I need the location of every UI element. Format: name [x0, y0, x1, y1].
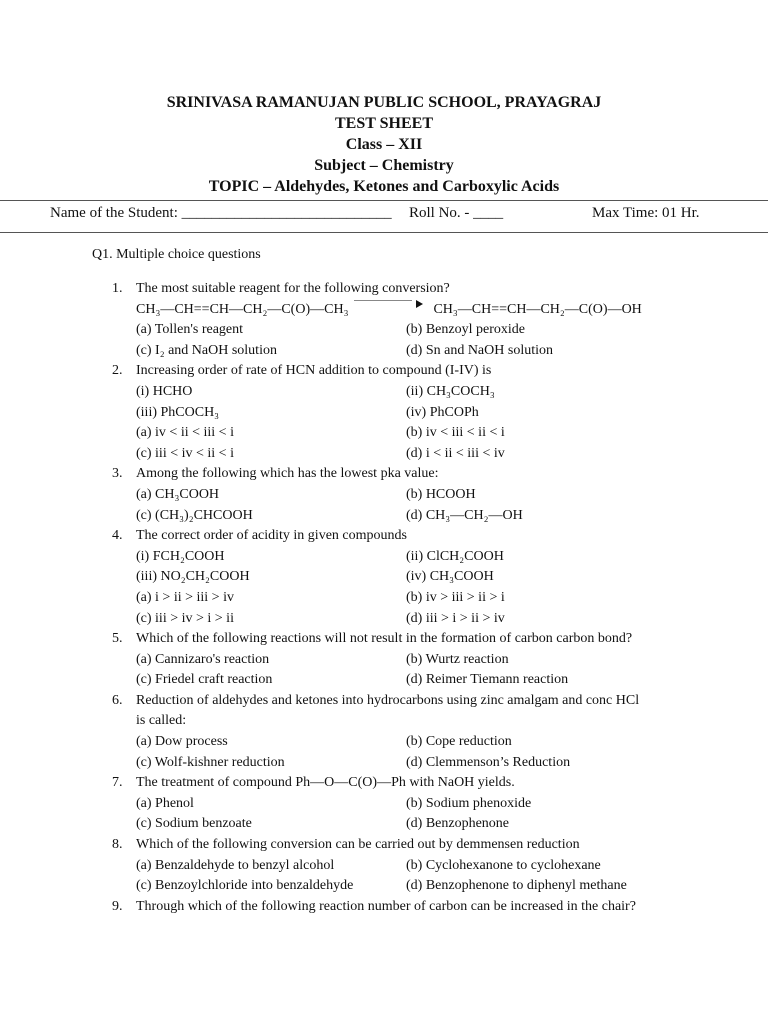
option-right: (b) iv > iii > ii > i	[406, 589, 505, 605]
max-time-label: Max Time: 01 Hr.	[592, 205, 700, 221]
option-right: (iv) PhCOPh	[406, 404, 479, 420]
option-row	[112, 444, 712, 465]
option-left: (iii) NO₂CH₂COOH	[136, 569, 250, 585]
question-number: 9.	[112, 898, 123, 914]
option-right: (ii) ClCH₂COOH	[406, 548, 504, 564]
option-row	[112, 876, 712, 897]
option-left: (c) Sodium benzoate	[136, 816, 252, 832]
question-number: 4.	[112, 528, 123, 544]
question-text-continued	[112, 711, 712, 732]
option-right: (d) Benzophenone	[406, 816, 510, 832]
question-row	[112, 464, 712, 485]
option-right: (b) Benzoyl peroxide	[406, 322, 525, 338]
option-left: (a) Phenol	[136, 795, 194, 811]
question-row	[112, 691, 712, 712]
question-number: 3.	[112, 466, 123, 482]
option-left: (c) (CH₃)₂CHCOOH	[136, 507, 253, 523]
question-text: Increasing order of rate of HCN addition to compound (I-IV) is	[136, 363, 492, 379]
option-left: (a) Dow process	[136, 734, 228, 750]
question-row	[112, 279, 712, 300]
option-row	[112, 341, 712, 362]
question-text: Which of the following reactions will not result in the formation of carbon carbon bond?	[136, 631, 633, 647]
header-divider-bottom	[0, 232, 768, 233]
question-text: Through which of the following reaction number of carbon can be increased in the chair?	[136, 898, 636, 914]
question-text: Among the following which has the lowest pka value:	[136, 466, 439, 482]
question-text: The treatment of compound Ph—O—C(O)—Ph with NaOH yields.	[136, 775, 515, 791]
option-left: (a) Cannizaro's reaction	[136, 651, 270, 667]
option-left: (i) HCHO	[136, 383, 193, 399]
option-row	[112, 670, 712, 691]
option-right: (b) Cope reduction	[406, 734, 512, 750]
option-left: (iii) PhCOCH₃	[136, 404, 220, 420]
option-left: (a) Benzaldehyde to benzyl alcohol	[136, 857, 335, 873]
reactant-formula: CH₃—CH==CH—CH₂—C(O)—CH₃	[136, 301, 349, 317]
option-right: (d) Sn and NaOH solution	[406, 342, 553, 358]
arrow-right-icon	[416, 300, 423, 308]
class-label: Class – XII	[345, 136, 423, 153]
option-right: (b) Wurtz reaction	[406, 651, 509, 667]
option-left: (a) iv < ii < iii < i	[136, 425, 234, 441]
option-row	[112, 567, 712, 588]
question-row	[112, 629, 712, 650]
reaction-row	[112, 300, 712, 321]
option-row	[112, 609, 712, 630]
subject-label: Subject – Chemistry	[314, 157, 454, 174]
question-row	[112, 361, 712, 382]
question-row	[112, 897, 712, 918]
student-name-field: Name of the Student: ____________________________	[50, 205, 392, 221]
question-row	[112, 835, 712, 856]
question-number: 8.	[112, 837, 123, 853]
option-right: (b) Sodium phenoxide	[406, 795, 532, 811]
option-row	[112, 506, 712, 527]
question-list	[112, 279, 712, 917]
option-right: (d) Benzophenone to diphenyl methane	[406, 878, 627, 894]
option-right: (ii) CH₃COCH₃	[406, 383, 495, 399]
header-divider-top	[0, 200, 768, 201]
option-row	[112, 753, 712, 774]
question-row	[112, 526, 712, 547]
option-row	[112, 382, 712, 403]
option-left: (a) Tollen's reagent	[136, 322, 244, 338]
option-left: (c) I₂ and NaOH solution	[136, 342, 277, 358]
option-row	[112, 650, 712, 671]
option-right: (b) HCOOH	[406, 486, 476, 502]
topic-label: TOPIC – Aldehydes, Ketones and Carboxylic Acids	[208, 178, 560, 195]
option-right: (iv) CH₃COOH	[406, 569, 494, 585]
school-name: SRINIVASA RAMANUJAN PUBLIC SCHOOL, PRAYAGRAJ	[166, 94, 602, 111]
question-number: 2.	[112, 363, 123, 379]
option-left: (c) Benzoylchloride into benzaldehyde	[136, 878, 354, 894]
question-row	[112, 773, 712, 794]
option-row	[112, 485, 712, 506]
option-row	[112, 856, 712, 877]
question-text: The correct order of acidity in given compounds	[136, 528, 407, 544]
question-number: 7.	[112, 775, 123, 791]
option-left: (c) Wolf-kishner reduction	[136, 754, 285, 770]
option-left: (c) Friedel craft reaction	[136, 672, 273, 688]
option-right: (d) i < ii < iii < iv	[406, 445, 505, 461]
question-text: is called:	[136, 713, 187, 729]
option-row	[112, 547, 712, 568]
option-left: (a) CH₃COOH	[136, 486, 220, 502]
option-row	[112, 588, 712, 609]
option-row	[112, 403, 712, 424]
option-right: (d) iii > i > ii > iv	[406, 610, 505, 626]
option-right: (d) Clemmenson’s Reduction	[406, 754, 571, 770]
sheet-title: TEST SHEET	[335, 115, 433, 132]
option-right: (d) Reimer Tiemann reaction	[406, 672, 569, 688]
option-left: (c) iii < iv < ii < i	[136, 445, 234, 461]
option-row	[112, 794, 712, 815]
reaction-arrow-line	[354, 300, 412, 301]
question-number: 1.	[112, 281, 123, 296]
option-row	[112, 423, 712, 444]
product-formula: CH₃—CH==CH—CH₂—C(O)—OH	[433, 301, 642, 317]
option-right: (b) iv < iii < ii < i	[406, 425, 505, 441]
question-text: The most suitable reagent for the following conversion?	[136, 281, 450, 296]
option-right: (b) Cyclohexanone to cyclohexane	[406, 857, 601, 873]
option-right: (d) CH₃—CH₂—OH	[406, 507, 523, 523]
option-row	[112, 320, 712, 341]
option-left: (i) FCH₂COOH	[136, 548, 225, 564]
question-number: 6.	[112, 692, 123, 708]
section-heading: Q1. Multiple choice questions	[92, 247, 261, 262]
question-number: 5.	[112, 631, 123, 647]
roll-number-field: Roll No. - ____	[409, 205, 504, 221]
option-row	[112, 814, 712, 835]
option-row	[112, 732, 712, 753]
option-left: (c) iii > iv > i > ii	[136, 610, 234, 626]
question-text: Which of the following conversion can be carried out by demmensen reduction	[136, 837, 580, 853]
option-left: (a) i > ii > iii > iv	[136, 589, 234, 605]
question-text: Reduction of aldehydes and ketones into hydrocarbons using zinc amalgam and conc HCl	[136, 692, 640, 708]
